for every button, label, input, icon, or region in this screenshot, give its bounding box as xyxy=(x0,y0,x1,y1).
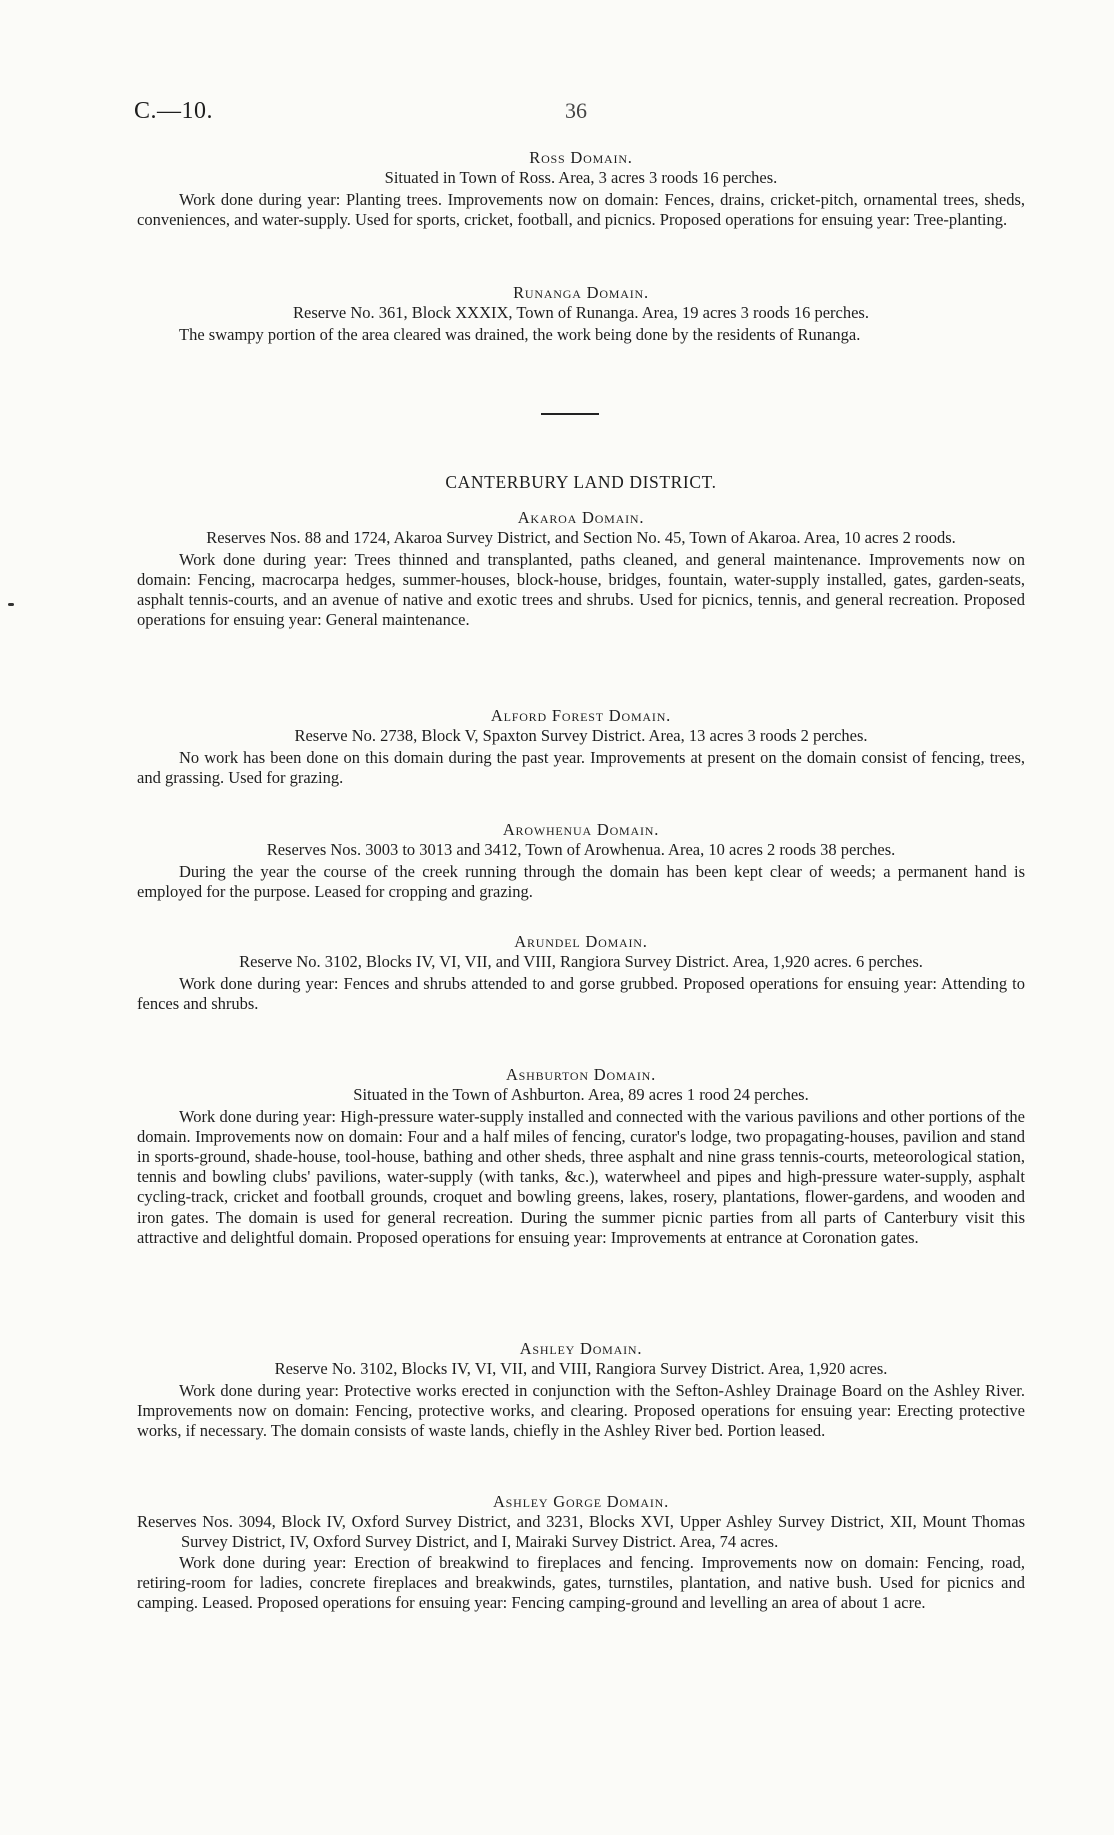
section-alford-forest-domain xyxy=(137,706,1025,788)
section-reserve: Reserve No. 361, Block XXXIX, Town of Runanga. Area, 19 acres 3 roods 16 perches. xyxy=(293,303,869,322)
section-ashley-gorge-domain xyxy=(137,1492,1025,1614)
section-paragraph: Work done during year: Fences and shrubs attended to and gorse grubbed. Proposed operations for ensuing year: Attending to fences and shrubs. xyxy=(137,973,1025,1013)
section-paragraph: No work has been done on this domain during the past year. Improvements at present on the domain consist of fencing, trees, and grassing. Used for grazing. xyxy=(137,747,1025,787)
section-runanga-domain xyxy=(137,283,1025,345)
section-title: Arundel Domain. xyxy=(514,932,648,951)
section-reserve: Reserves Nos. 88 and 1724, Akaroa Survey District, and Section No. 45, Town of Akaroa. Area, 10 acres 2 roods. xyxy=(206,528,956,547)
section-reserve: Reserve No. 3102, Blocks IV, VI, VII, and VIII, Rangiora Survey District. Area, 1,920 acres. 6 perches. xyxy=(239,952,923,971)
section-title: Runanga Domain. xyxy=(513,283,649,302)
section-arundel-domain xyxy=(137,932,1025,1014)
section-reserve: Reserves Nos. 3094, Block IV, Oxford Survey District, and 3231, Blocks XVI, Upper Ashley Survey District, XII, Mount Thomas Survey District, IV, Oxford Survey District, and I, Mairaki Survey District. Area, 74 acres. xyxy=(137,1512,1025,1551)
section-paragraph: Work done during year: Erection of breakwind to fireplaces and fencing. Improvements now on domain: Fencing, road, retiring-room for ladies, concrete fireplaces and breakwinds, gates, turnstiles, plantation, and native bush. Used for picnics and camping. Leased. Proposed operations for ensuing year: Fencing camping-ground and levelling an area of about 1 acre. xyxy=(137,1553,1025,1613)
section-reserve: Situated in Town of Ross. Area, 3 acres 3 roods 16 perches. xyxy=(384,168,778,187)
section-ross-domain xyxy=(137,148,1025,230)
section-paragraph: Work done during year: Planting trees. Improvements now on domain: Fences, drains, cricket-pitch, ornamental trees, sheds, conveniences, and water-supply. Used for sports, cricket, football, and picnics. Proposed operations for ensuing year: Tree-planting. xyxy=(137,189,1025,229)
document-reference: C.—10. xyxy=(134,98,214,124)
section-paragraph: Work done during year: High-pressure water-supply installed and connected with the various pavilions and other portions of the domain. Improvements now on domain: Four and a half miles of fencing, curator's lodge, two propagating-houses, pavilion and stand in sports-ground, shade-house, tool-house, bathing and other sheds, three asphalt and nine grass tennis-courts, meteorological station, tennis and bowling clubs' pavilions, water-supply (with tanks, &c.), waterwheel and pipes and high-pressure water-supply, asphalt cycling-track, cricket and football grounds, croquet and bowling greens, lakes, rosery, plantations, flower-gardens, and wooden and iron gates. The domain is used for general recreation. During the summer picnic parties from all parts of Canterbury visit this attractive and delightful domain. Proposed operations for ensuing year: Improvements at entrance at Coronation gates. xyxy=(137,1106,1025,1247)
section-title: Ross Domain. xyxy=(529,148,633,167)
section-arowhenua-domain xyxy=(137,820,1025,902)
section-ashley-domain xyxy=(137,1339,1025,1441)
section-reserve: Reserve No. 3102, Blocks IV, VI, VII, and VIII, Rangiora Survey District. Area, 1,920 acres. xyxy=(274,1359,888,1378)
section-title: Ashley Gorge Domain. xyxy=(492,1492,670,1511)
section-ashburton-domain xyxy=(137,1065,1025,1248)
section-paragraph: Work done during year: Trees thinned and transplanted, paths cleaned, and general maintenance. Improvements now on domain: Fencing, macrocarpa hedges, summer-houses, block-house, bridges, fountain, water-supply installed, gates, garden-seats, asphalt tennis-courts, and an avenue of native and exotic trees and shrubs. Used for picnics, tennis, and general recreation. Proposed operations for ensuing year: General maintenance. xyxy=(137,549,1025,630)
section-title: Ashburton Domain. xyxy=(505,1065,657,1084)
section-reserve: Reserves Nos. 3003 to 3013 and 3412, Town of Arowhenua. Area, 10 acres 2 roods 38 perches. xyxy=(266,840,896,859)
section-paragraph: The swampy portion of the area cleared was drained, the work being done by the residents of Runanga. xyxy=(179,324,861,344)
section-reserve: Reserve No. 2738, Block V, Spaxton Survey District. Area, 13 acres 3 roods 2 perches. xyxy=(294,726,868,745)
section-paragraph: During the year the course of the creek running through the domain has been kept clear of weeds; a permanent hand is employed for the purpose. Leased for cropping and grazing. xyxy=(137,861,1025,901)
page-number: 36 xyxy=(565,98,587,123)
section-title: Akaroa Domain. xyxy=(517,508,645,527)
section-paragraph: Work done during year: Protective works erected in conjunction with the Sefton-Ashley Drainage Board on the Ashley River. Improvements now on domain: Fencing, protective works, and clearing. Proposed operations for ensuing year: Erecting protective works, if necessary. The domain consists of waste lands, chiefly in the Ashley River bed. Portion leased. xyxy=(137,1380,1025,1440)
section-reserve: Situated in the Town of Ashburton. Area, 89 acres 1 rood 24 perches. xyxy=(353,1085,809,1104)
section-divider-rule xyxy=(541,413,599,415)
district-heading: CANTERBURY LAND DISTRICT. xyxy=(445,472,717,492)
section-akaroa-domain xyxy=(137,508,1025,630)
section-title: Alford Forest Domain. xyxy=(490,706,672,725)
scan-mark xyxy=(8,603,14,606)
section-title: Arowhenua Domain. xyxy=(502,820,660,839)
section-title: Ashley Domain. xyxy=(519,1339,643,1358)
